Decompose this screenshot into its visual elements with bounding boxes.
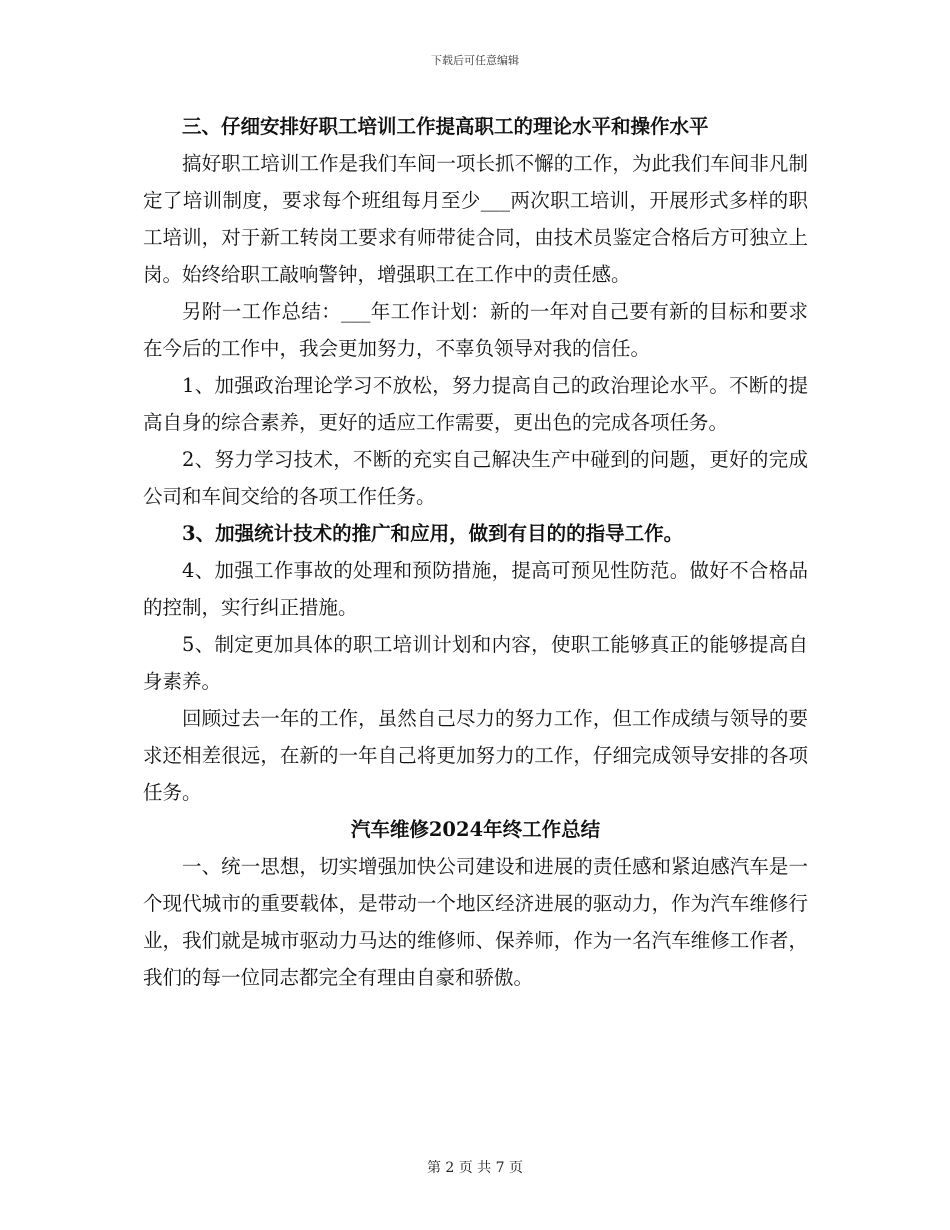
list-item-3: 3、加强统计技术的推广和应用，做到有目的的指导工作。 [182, 522, 684, 545]
document-title: 汽车维修2024年终工作总结 [350, 818, 601, 841]
paragraph-review: 回顾过去一年的工作，虽然自己尽力的努力工作，但工作成绩与领导的要求还相差很远，在新的一年自己将更加努力的工作，仔细完成领导安排的各项任务。 [143, 707, 808, 804]
paragraph-unify-thinking: 一、统一思想，切实增强加快公司建设和进展的责任感和紧迫感汽车是一个现代城市的重要载体，是带动一个地区经济进展的驱动力，作为汽车维修行业，我们就是城市驱动力马达的维修师、保养师，作为一名汽车维修工作者，我们的每一位同志都完全有理由自豪和骄傲。 [143, 855, 808, 989]
paragraph-appendix: 另附一工作总结：___年工作计划：新的一年对自己要有新的目标和要求在今后的工作中，我会更加努力，不辜负领导对我的信任。 [143, 300, 808, 360]
document-body [143, 108, 808, 996]
list-item-2: 2、努力学习技术，不断的充实自己解决生产中碰到的问题，更好的完成公司和车间交给的各项工作任务。 [143, 448, 808, 508]
list-item-4: 4、加强工作事故的处理和预防措施，提高可预见性防范。做好不合格品的控制，实行纠正措施。 [143, 559, 808, 619]
page-footer: 第 2 页 共 7 页 [426, 1160, 524, 1176]
list-item-5: 5、制定更加具体的职工培训计划和内容，使职工能够真正的能够提高自身素养。 [143, 633, 808, 693]
section-heading-training: 三、仔细安排好职工培训工作提高职工的理论水平和操作水平 [182, 115, 709, 138]
list-item-1: 1、加强政治理论学习不放松，努力提高自己的政治理论水平。不断的提高自身的综合素养，更好的适应工作需要，更出色的完成各项任务。 [143, 374, 808, 434]
header-note: 下载后可任意编辑 [431, 54, 519, 67]
paragraph-training: 搞好职工培训工作是我们车间一项长抓不懈的工作，为此我们车间非凡制定了培训制度，要求每个班组每月至少___两次职工培训，开展形式多样的职工培训，对于新工转岗工要求有师带徒合同，由技术员鉴定合格后方可独立上岗。始终给职工敲响警钟，增强职工在工作中的责任感。 [143, 152, 808, 286]
